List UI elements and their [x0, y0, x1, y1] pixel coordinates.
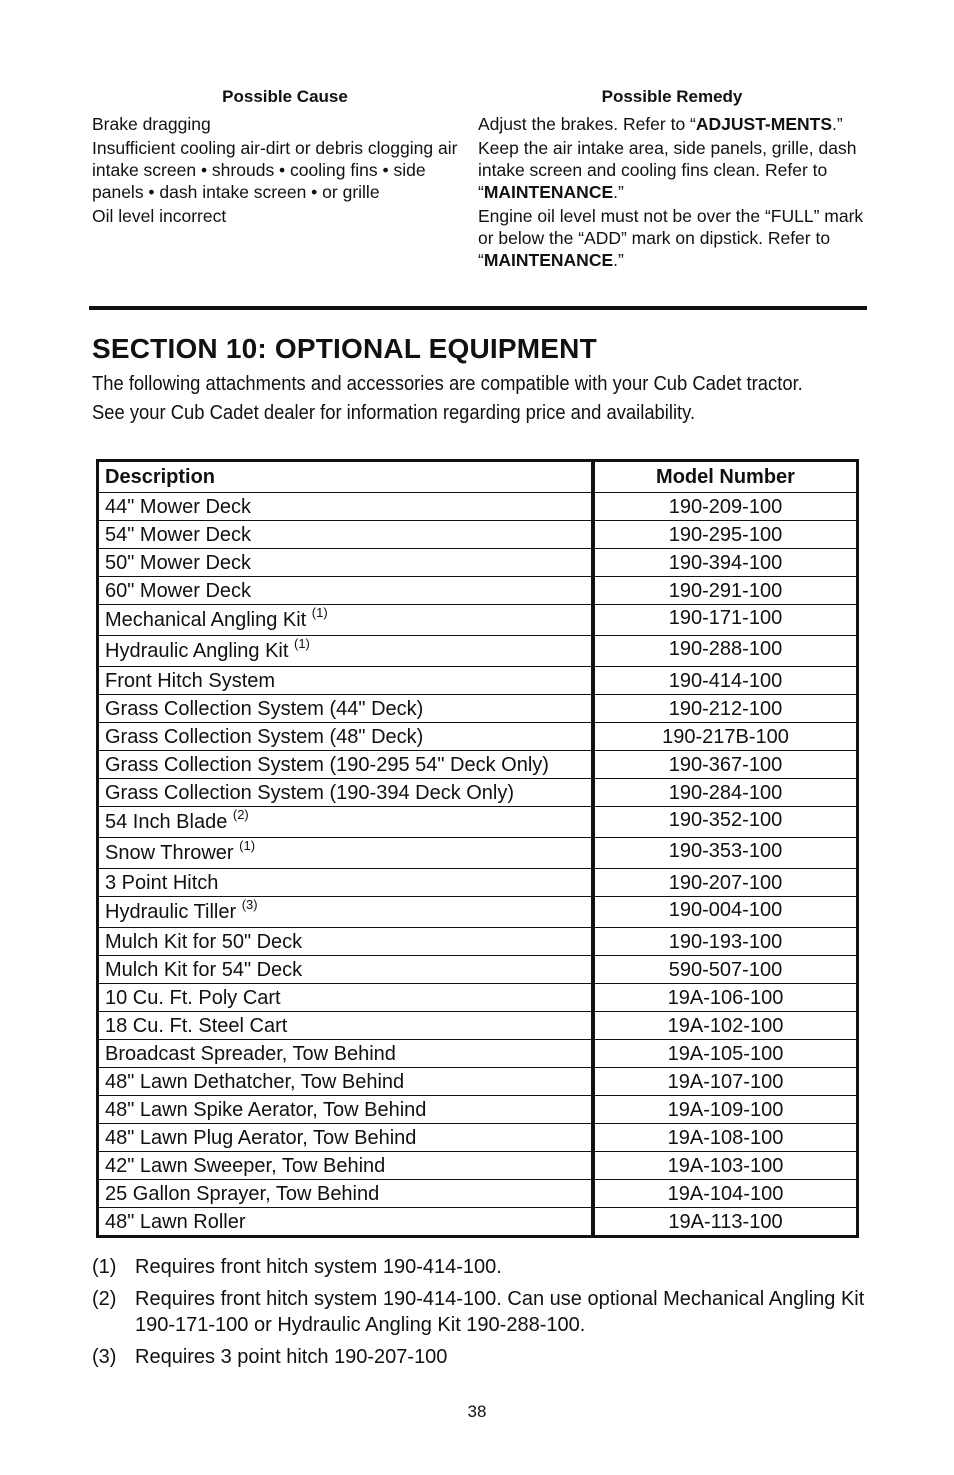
equipment-description: [98, 549, 594, 577]
section-title: SECTION 10: OPTIONAL EQUIPMENT: [92, 333, 597, 364]
equipment-row: [98, 1012, 858, 1040]
possible-remedy: [478, 113, 866, 135]
description-text: 42" Lawn Sweeper, Tow Behind: [105, 1154, 386, 1177]
equipment-model-number: 190-367-100: [593, 751, 858, 779]
equipment-row: [98, 723, 858, 751]
equipment-row: [98, 928, 858, 956]
equipment-model-number: 190-193-100: [593, 928, 858, 956]
equipment-description: [98, 1040, 594, 1068]
description-text: Grass Collection System (44" Deck): [105, 697, 424, 720]
remedy-text-end: .”: [613, 250, 624, 270]
footnote-text: Requires 3 point hitch 190-207-100: [135, 1346, 448, 1368]
possible-remedy: [478, 137, 866, 203]
possible-remedy: [478, 205, 866, 271]
equipment-model-number: 19A-113-100: [593, 1208, 858, 1237]
equipment-row: [98, 577, 858, 605]
equipment-description: [98, 869, 594, 897]
equipment-model-number: 190-212-100: [593, 695, 858, 723]
equipment-model-number: 190-209-100: [593, 493, 858, 521]
equipment-description: [98, 984, 594, 1012]
description-heading: Description: [98, 461, 594, 493]
footnote-reference: (1): [311, 605, 328, 620]
equipment-row: [98, 1180, 858, 1208]
equipment-description: [98, 838, 594, 869]
description-text: Grass Collection System (190-394 Deck Only): [105, 781, 515, 804]
equipment-model-number: 190-217B-100: [593, 723, 858, 751]
description-text: 54" Mower Deck: [105, 523, 252, 546]
equipment-header-row: [98, 461, 858, 493]
equipment-description: [98, 667, 594, 695]
model-number-heading: Model Number: [593, 461, 858, 493]
troubleshooting-row: [92, 205, 866, 271]
equipment-description: [98, 1208, 594, 1237]
equipment-model-number: 190-004-100: [593, 897, 858, 928]
equipment-row: [98, 779, 858, 807]
description-text: 48" Lawn Dethatcher, Tow Behind: [105, 1070, 405, 1093]
equipment-row: [98, 1096, 858, 1124]
equipment-model-number: 19A-103-100: [593, 1152, 858, 1180]
equipment-description: [98, 928, 594, 956]
possible-cause-heading: Possible Cause: [222, 87, 348, 106]
description-text: Mechanical Angling Kit: [105, 609, 312, 631]
description-text: Hydraulic Tiller: [105, 901, 242, 923]
description-text: 10 Cu. Ft. Poly Cart: [105, 986, 281, 1009]
equipment-row: [98, 807, 858, 838]
equipment-row: [98, 897, 858, 928]
equipment-row: [98, 1152, 858, 1180]
equipment-model-number: 19A-107-100: [593, 1068, 858, 1096]
equipment-description: [98, 751, 594, 779]
equipment-model-number: 190-288-100: [593, 636, 858, 667]
equipment-description: [98, 605, 594, 636]
footnote-reference: (1): [293, 636, 310, 651]
description-text: 54 Inch Blade: [105, 811, 233, 833]
equipment-row: [98, 956, 858, 984]
equipment-model-number: 190-352-100: [593, 807, 858, 838]
possible-cause: Brake dragging: [92, 114, 211, 134]
remedy-text-end: .”: [613, 182, 624, 202]
equipment-row: [98, 984, 858, 1012]
description-text: Front Hitch System: [105, 669, 276, 692]
footnote-number: (3): [92, 1346, 117, 1368]
equipment-model-number: 190-414-100: [593, 667, 858, 695]
equipment-row: [98, 751, 858, 779]
equipment-model-number: 19A-104-100: [593, 1180, 858, 1208]
equipment-row: [98, 636, 858, 667]
equipment-model-number: 190-295-100: [593, 521, 858, 549]
equipment-row: [98, 605, 858, 636]
page-number: 38: [467, 1402, 487, 1421]
equipment-row: [98, 667, 858, 695]
equipment-description: [98, 1152, 594, 1180]
remedy-text: Engine oil level must not be over the “FULL” mark or below the “ADD” mark on dipstick. Refer to “: [478, 206, 864, 270]
section-intro: The following attachments and accessories are compatible with your Cub Cadet tractor. See your Cub Cadet dealer for information regarding price and availability.: [92, 373, 803, 424]
possible-remedy-heading: Possible Remedy: [601, 87, 743, 106]
description-text: 48" Lawn Spike Aerator, Tow Behind: [105, 1098, 427, 1121]
equipment-model-number: 19A-102-100: [593, 1012, 858, 1040]
description-text: Grass Collection System (190-295 54" Deck Only): [105, 753, 549, 776]
description-text: Snow Thrower: [105, 842, 240, 864]
footnote-text: Requires front hitch system 190-414-100. Can use optional Mechanical Angling Kit 190-171-100 or Hydraulic Angling Kit 190-288-100.: [135, 1288, 865, 1336]
equipment-description: [98, 1180, 594, 1208]
equipment-model-number: 190-207-100: [593, 869, 858, 897]
description-text: 50" Mower Deck: [105, 551, 252, 574]
footnote: [92, 1286, 872, 1338]
equipment-row: [98, 521, 858, 549]
possible-cause: Oil level incorrect: [92, 206, 227, 226]
equipment-description: [98, 493, 594, 521]
equipment-model-number: 190-394-100: [593, 549, 858, 577]
description-text: 48" Lawn Roller: [105, 1210, 246, 1233]
troubleshooting-row: [92, 137, 866, 203]
equipment-row: [98, 1068, 858, 1096]
equipment-description: [98, 1012, 594, 1040]
equipment-row: [98, 869, 858, 897]
troubleshooting-table: [92, 86, 866, 273]
troubleshooting-row: [92, 113, 866, 135]
description-text: Mulch Kit for 54" Deck: [105, 958, 303, 981]
equipment-row: [98, 493, 858, 521]
equipment-description: [98, 807, 594, 838]
footnote: [92, 1254, 872, 1280]
possible-cause: Insufficient cooling air-dirt or debris clogging air intake screen • shrouds • cooling fins • side panels • dash intake screen • or grille: [92, 138, 458, 202]
equipment-model-number: 190-291-100: [593, 577, 858, 605]
footnote-reference: (3): [241, 897, 258, 912]
description-text: 18 Cu. Ft. Steel Cart: [105, 1014, 288, 1037]
equipment-model-number: 190-171-100: [593, 605, 858, 636]
equipment-model-number: 19A-106-100: [593, 984, 858, 1012]
equipment-model-number: 19A-109-100: [593, 1096, 858, 1124]
footnote-number: (2): [92, 1288, 117, 1310]
description-text: 48" Lawn Plug Aerator, Tow Behind: [105, 1126, 417, 1149]
equipment-model-number: 190-353-100: [593, 838, 858, 869]
equipment-description: [98, 1124, 594, 1152]
equipment-description: [98, 1096, 594, 1124]
equipment-description: [98, 779, 594, 807]
equipment-row: [98, 695, 858, 723]
description-text: Hydraulic Angling Kit: [105, 640, 294, 662]
equipment-model-number: 590-507-100: [593, 956, 858, 984]
equipment-description: [98, 636, 594, 667]
section-divider: [89, 306, 867, 310]
optional-equipment-table: [96, 459, 859, 1238]
equipment-description: [98, 723, 594, 751]
description-text: 60" Mower Deck: [105, 579, 252, 602]
equipment-description: [98, 956, 594, 984]
remedy-reference: MAINTENANCE: [483, 182, 614, 202]
description-text: 3 Point Hitch: [105, 871, 219, 894]
remedy-reference: ADJUST-MENTS: [695, 114, 833, 134]
remedy-text: Adjust the brakes. Refer to “: [478, 114, 696, 134]
footnote: [92, 1344, 872, 1370]
equipment-model-number: 19A-105-100: [593, 1040, 858, 1068]
equipment-model-number: 190-284-100: [593, 779, 858, 807]
footnote-text: Requires front hitch system 190-414-100.: [135, 1256, 502, 1278]
description-text: Grass Collection System (48" Deck): [105, 725, 424, 748]
equipment-description: [98, 521, 594, 549]
remedy-reference: MAINTENANCE: [483, 250, 614, 270]
remedy-text: Keep the air intake area, side panels, grille, dash intake screen and cooling fins clean. Refer to “: [478, 138, 857, 202]
equipment-description: [98, 1068, 594, 1096]
footnote-reference: (2): [232, 807, 249, 822]
equipment-row: [98, 838, 858, 869]
equipment-description: [98, 695, 594, 723]
equipment-description: [98, 897, 594, 928]
equipment-row: [98, 1124, 858, 1152]
troubleshooting-header: [92, 86, 866, 108]
equipment-description: [98, 577, 594, 605]
equipment-row: [98, 1208, 858, 1237]
equipment-row: [98, 549, 858, 577]
equipment-row: [98, 1040, 858, 1068]
remedy-text-end: .”: [832, 114, 843, 134]
description-text: Mulch Kit for 50" Deck: [105, 930, 303, 953]
footnotes: [92, 1254, 872, 1376]
footnote-reference: (1): [239, 838, 256, 853]
footnote-number: (1): [92, 1256, 117, 1278]
description-text: 25 Gallon Sprayer, Tow Behind: [105, 1182, 380, 1205]
description-text: Broadcast Spreader, Tow Behind: [105, 1042, 396, 1065]
equipment-model-number: 19A-108-100: [593, 1124, 858, 1152]
description-text: 44" Mower Deck: [105, 495, 252, 518]
